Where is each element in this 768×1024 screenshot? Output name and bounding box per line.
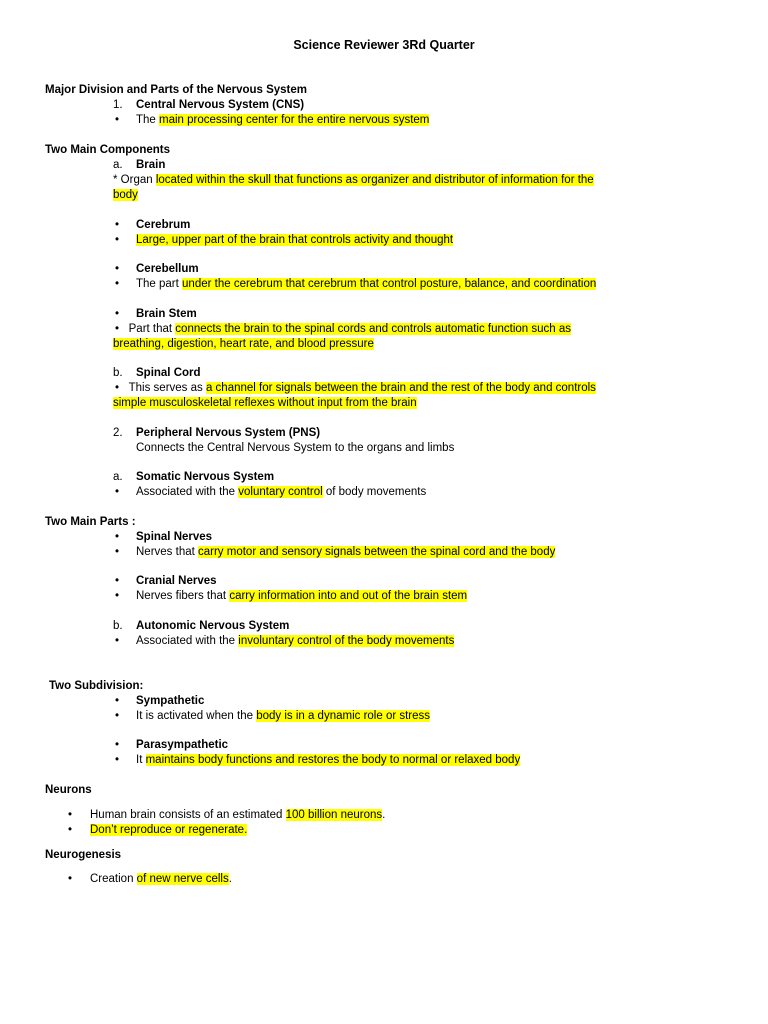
bullet: • — [68, 809, 73, 821]
highlight: body — [113, 189, 138, 201]
autonomic-text: Associated with the involuntary control of the body movements — [136, 635, 455, 647]
bullet: • — [115, 710, 120, 722]
cerebrum-title: Cerebrum — [136, 219, 191, 231]
brainstem-title: Brain Stem — [136, 308, 197, 320]
brain-title: Brain — [136, 159, 166, 171]
heading-neurogenesis: Neurogenesis — [45, 849, 122, 861]
neurogenesis-text: Creation of new nerve cells. — [90, 873, 232, 885]
bullet: • — [115, 754, 120, 766]
highlight: 100 billion neurons — [285, 809, 383, 821]
highlight: main processing center for the entire nervous system — [159, 114, 430, 126]
bullet: • — [115, 695, 120, 707]
heading-two-main-components: Two Main Components — [45, 144, 171, 156]
bullet: • — [115, 278, 120, 290]
spinal-nerves-text: Nerves that carry motor and sensory signals between the spinal cord and the body — [136, 546, 556, 558]
list-letter: a. — [113, 159, 123, 171]
bullet: • — [68, 873, 73, 885]
list-letter: b. — [113, 367, 123, 379]
highlight: carry motor and sensory signals between the spinal cord and the body — [198, 546, 556, 558]
bullet: • — [115, 546, 120, 558]
bullet: • — [115, 308, 120, 320]
bullet: • — [115, 531, 120, 543]
somatic-title: Somatic Nervous System — [136, 471, 275, 483]
cerebellum-text: The part under the cerebrum that cerebrum that control posture, balance, and coordination — [136, 278, 597, 290]
brain-text-line1: * Organ located within the skull that functions as organizer and distributor of information for the — [113, 174, 594, 186]
list-letter: a. — [113, 471, 123, 483]
cerebrum-text — [136, 233, 453, 248]
parasympathetic-text: It maintains body functions and restores the body to normal or relaxed body — [136, 754, 521, 766]
brainstem-text-line2 — [113, 337, 374, 352]
highlight: located within the skull that functions as organizer and distributor of information for the — [155, 174, 594, 186]
heading-major-division: Major Division and Parts of the Nervous System — [45, 84, 308, 96]
spinal-cord-text-line1: • This serves as a channel for signals between the brain and the rest of the body and controls — [115, 382, 596, 394]
brain-text-line2 — [113, 188, 138, 203]
highlight: voluntary control — [238, 486, 323, 498]
pns-text: Connects the Central Nervous System to the organs and limbs — [136, 442, 455, 454]
highlight: of new nerve cells — [136, 873, 229, 885]
bullet: • — [68, 824, 73, 836]
heading-two-main-parts: Two Main Parts : — [45, 516, 136, 528]
cns-text: The main processing center for the entire nervous system — [136, 114, 430, 126]
page-title: Science Reviewer 3Rd Quarter — [293, 38, 475, 52]
list-letter: b. — [113, 620, 123, 632]
highlight: involuntary control of the body movements — [238, 635, 455, 647]
list-number: 2. — [113, 427, 123, 439]
highlight: a channel for signals between the brain and the rest of the body and controls — [205, 382, 596, 394]
list-number: 1. — [113, 99, 123, 111]
autonomic-title: Autonomic Nervous System — [136, 620, 290, 632]
highlight: Don’t reproduce or regenerate. — [90, 824, 248, 836]
heading-two-subdivision: Two Subdivision: — [49, 680, 144, 692]
brainstem-text-line1: • Part that connects the brain to the spinal cords and controls automatic function such as — [115, 323, 571, 335]
bullet: • — [115, 263, 120, 275]
highlight: connects the brain to the spinal cords and controls automatic function such as — [175, 323, 571, 335]
highlight: maintains body functions and restores the body to normal or relaxed body — [145, 754, 521, 766]
highlight: carry information into and out of the brain stem — [229, 590, 468, 602]
bullet: • — [115, 575, 120, 587]
highlight: body is in a dynamic role or stress — [256, 710, 431, 722]
cerebellum-title: Cerebellum — [136, 263, 199, 275]
highlight: simple musculoskeletal reflexes without input from the brain — [113, 397, 417, 409]
bullet: • — [115, 234, 120, 246]
spinal-cord-text-line2 — [113, 396, 417, 411]
bullet: • — [115, 219, 120, 231]
spinal-nerves-title: Spinal Nerves — [136, 531, 213, 543]
bullet: • — [115, 635, 120, 647]
parasympathetic-title: Parasympathetic — [136, 739, 229, 751]
highlight: breathing, digestion, heart rate, and blood pressure — [113, 338, 374, 350]
bullet: • — [115, 486, 120, 498]
cranial-nerves-title: Cranial Nerves — [136, 575, 217, 587]
somatic-text: Associated with the voluntary control of body movements — [136, 486, 427, 498]
bullet: • — [115, 590, 120, 602]
bullet: • — [115, 114, 120, 126]
pns-title: Peripheral Nervous System (PNS) — [136, 427, 321, 439]
bullet: • — [115, 382, 120, 394]
cranial-nerves-text: Nerves fibers that carry information into and out of the brain stem — [136, 590, 468, 602]
highlight: under the cerebrum that cerebrum that control posture, balance, and coordination — [182, 278, 597, 290]
neurons-text-1: Human brain consists of an estimated 100 billion neurons. — [90, 809, 386, 821]
highlight: Large, upper part of the brain that controls activity and thought — [136, 234, 454, 246]
heading-neurons: Neurons — [45, 784, 92, 796]
bullet: • — [115, 323, 120, 335]
cns-title: Central Nervous System (CNS) — [136, 99, 305, 111]
bullet: • — [115, 739, 120, 751]
neurons-text-2 — [90, 823, 247, 838]
sympathetic-title: Sympathetic — [136, 695, 205, 707]
spinal-cord-title: Spinal Cord — [136, 367, 201, 379]
sympathetic-text: It is activated when the body is in a dynamic role or stress — [136, 710, 431, 722]
